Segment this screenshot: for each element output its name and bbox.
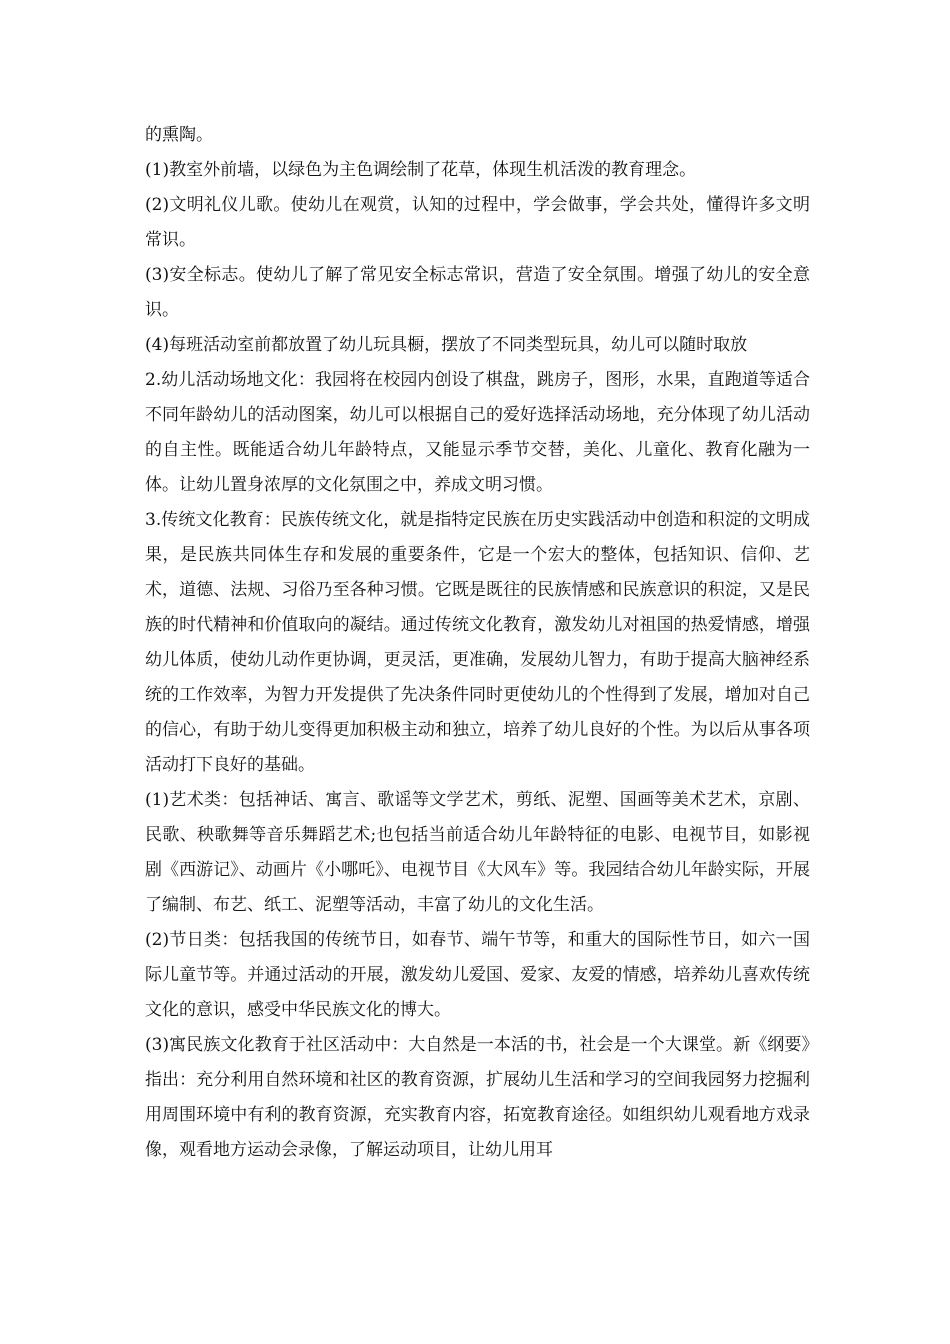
document-body: [145, 118, 810, 1168]
paragraph-item-4-toys: (4)每班活动室前都放置了幼儿玩具橱，摆放了不同类型玩具，幼儿可以随时取放: [145, 335, 748, 355]
paragraph-item-2-etiquette: (2)文明礼仪儿歌。使幼儿在观赏，认知的过程中，学会做事，学会共处，懂得许多文明常识。: [145, 195, 810, 250]
paragraph-continuation: 的熏陶。: [145, 125, 213, 145]
paragraph-tradition-1-arts: (1)艺术类：包括神话、寓言、歌谣等文学艺术，剪纸、泥塑、国画等美术艺术，京剧、民歌、秧歌舞等音乐舞蹈艺术;也包括当前适合幼儿年龄特征的电影、电视节目，如影视剧《西游记》、动画片《小哪吒》、电视节目《大风车》等。我园结合幼儿年龄实际，开展了编制、布艺、纸工、泥塑等活动，丰富了幼儿的文化生活。: [145, 790, 810, 915]
paragraph-tradition-2-festivals: (2)节日类：包括我国的传统节日，如春节、端午节等，和重大的国际性节日，如六一国际儿童节等。并通过活动的开展，激发幼儿爱国、爱家、友爱的情感，培养幼儿喜欢传统文化的意识，感受中华民族文化的博大。: [145, 930, 810, 1020]
paragraph-tradition-3-community: (3)寓民族文化教育于社区活动中：大自然是一本活的书，社会是一个大课堂。新《纲要》指出：充分利用自然环境和社区的教育资源，扩展幼儿生活和学习的空间我园努力挖掘利用周围环境中有利的教育资源，充实教育内容，拓宽教育途径。如组织幼儿观看地方戏录像，观看地方运动会录像，了解运动项目，让幼儿用耳: [145, 1035, 810, 1160]
paragraph-section-2-playground: 2.幼儿活动场地文化：我园将在校园内创设了棋盘，跳房子，图形，水果，直跑道等适合不同年龄幼儿的活动图案，幼儿可以根据自己的爱好选择活动场地，充分体现了幼儿活动的自主性。既能适合幼儿年龄特点，又能显示季节交替，美化、儿童化、教育化融为一体。让幼儿置身浓厚的文化氛围之中，养成文明习惯。: [145, 370, 810, 495]
paragraph-item-3-safety: (3)安全标志。使幼儿了解了常见安全标志常识，营造了安全氛围。增强了幼儿的安全意识。: [145, 265, 810, 320]
paragraph-item-1-wall: (1)教室外前墙，以绿色为主色调绘制了花草，体现生机活泼的教育理念。: [145, 160, 697, 180]
paragraph-section-3-tradition: 3.传统文化教育：民族传统文化，就是指特定民族在历史实践活动中创造和积淀的文明成果，是民族共同体生存和发展的重要条件，它是一个宏大的整体，包括知识、信仰、艺术，道德、法规、习俗乃至各种习惯。它既是既往的民族情感和民族意识的积淀，又是民族的时代精神和价值取向的凝结。通过传统文化教育，激发幼儿对祖国的热爱情感，增强幼儿体质，使幼儿动作更协调，更灵活，更准确，发展幼儿智力，有助于提高大脑神经系统的工作效率，为智力开发提供了先决条件同时更使幼儿的个性得到了发展，增加对自己的信心，有助于幼儿变得更加积极主动和独立，培养了幼儿良好的个性。为以后从事各项活动打下良好的基础。: [145, 510, 810, 775]
